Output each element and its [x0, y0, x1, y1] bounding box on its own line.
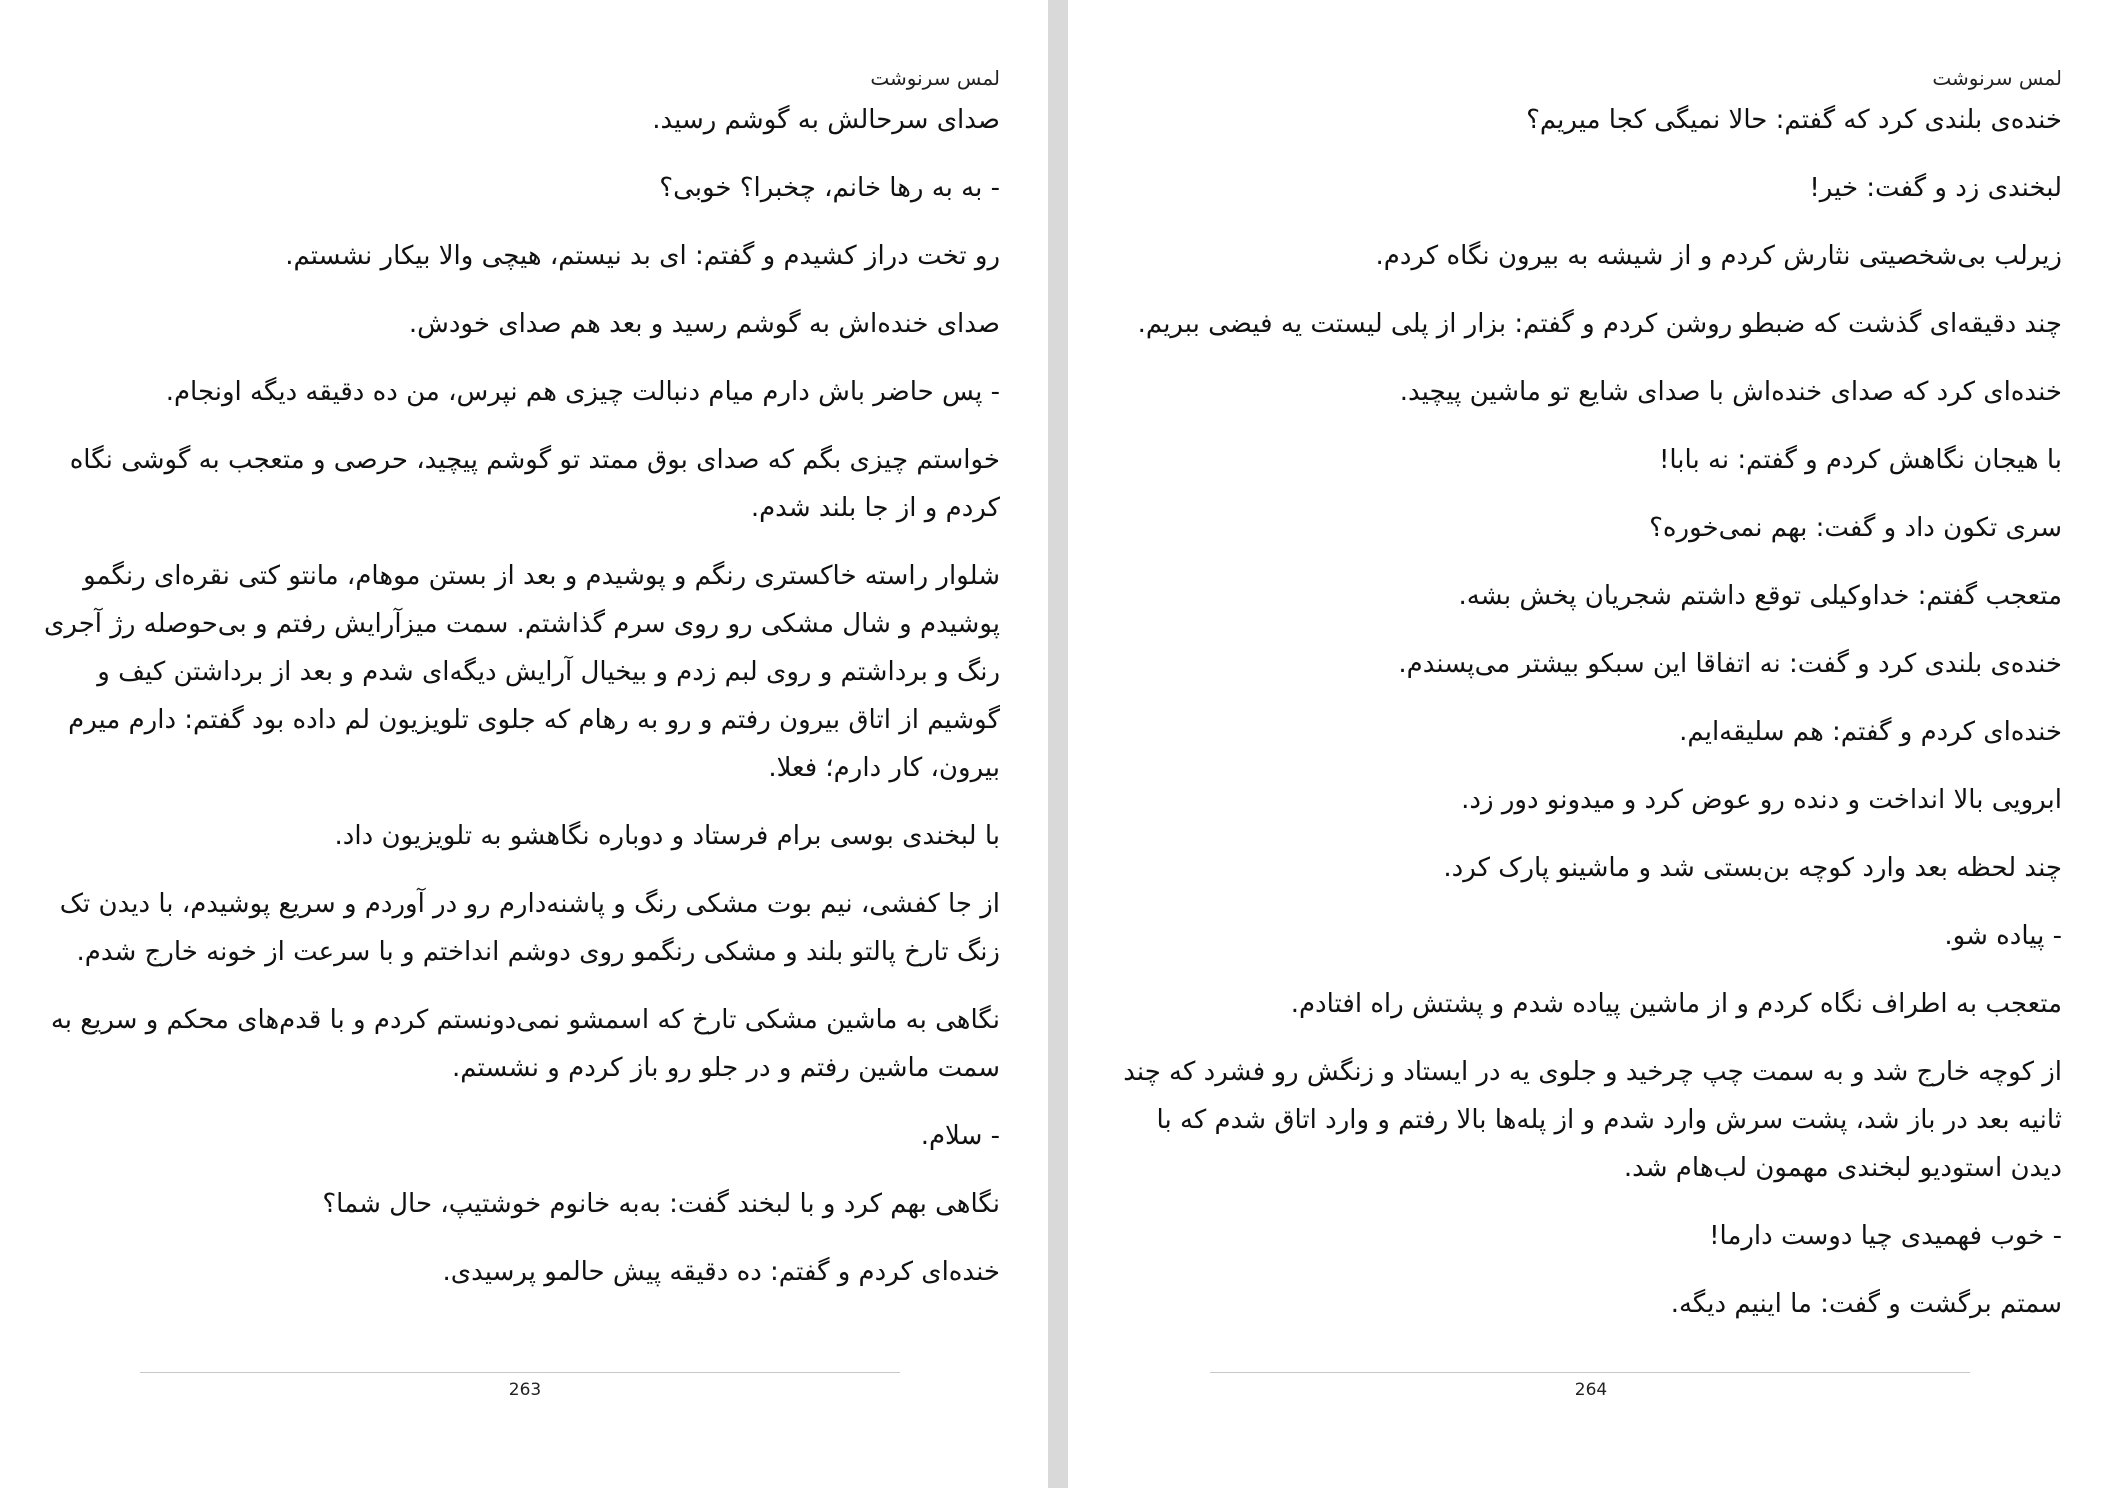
paragraph: خنده‌ای کرد که صدای خنده‌اش با صدای شایع تو ماشین پیچید. [1399, 377, 2062, 407]
page-number: 263 [508, 1380, 542, 1400]
paragraph: زیرلب بی‌شخصیتی نثارش کردم و از شیشه به بیرون نگاه کردم. [1375, 241, 2062, 271]
book-page-left [0, 0, 1048, 1488]
footer-divider [140, 1372, 900, 1373]
paragraph: خواستم چیزی بگم که صدای بوق ممتد تو گوشم پیچید، حرصی و متعجب به گوشی نگاه کردم و از جا بلند شدم. [69, 445, 1000, 523]
page-text [42, 96, 1000, 1316]
paragraph: صدای سرحالش به گوشم رسید. [652, 105, 1000, 135]
paragraph: - پیاده شو. [1944, 921, 2062, 951]
paragraph: - به به رها خانم، چخبرا؟ خوبی؟ [659, 173, 1000, 203]
paragraph: با هیجان نگاهش کردم و گفتم: نه بابا! [1658, 445, 2062, 475]
paragraph: لبخندی زد و گفت: خیر! [1809, 173, 2062, 203]
paragraph: سمتم برگشت و گفت: ما اینیم دیگه. [1670, 1289, 2062, 1319]
paragraph: چند لحظه بعد وارد کوچه بن‌بستی شد و ماشینو پارک کرد. [1443, 853, 2062, 883]
paragraph: ابرویی بالا انداخت و دنده رو عوض کرد و میدونو دور زد. [1461, 785, 2062, 815]
paragraph: از جا کفشی، نیم بوت مشکی رنگ و پاشنه‌دارم رو در آوردم و سریع پوشیدم، با دیدن تک زنگ تارخ پالتو بلند و مشکی رنگمو روی دوشم انداختم و با سرعت از خونه خارج شدم. [59, 889, 1000, 967]
running-header: لمس سرنوشت [870, 66, 1000, 90]
paragraph: خنده‌ای کردم و گفتم: ده دقیقه پیش حالمو پرسیدی. [442, 1257, 1000, 1287]
paragraph: از کوچه خارج شد و به سمت چپ چرخید و جلوی یه در ایستاد و زنگش رو فشرد که چند ثانیه بعد در باز شد، پشت سرش وارد شدم و از پله‌ها بالا رفتم و وارد اتاق شدم که با دیدن استودیو لبخندی مهمون لب‌هام شد. [1123, 1057, 2062, 1183]
paragraph: - پس حاضر باش دارم میام دنبالت چیزی هم نپرس، من ده دقیقه دیگه اونجام. [165, 377, 1000, 407]
paragraph: متعجب به اطراف نگاه کردم و از ماشین پیاده شدم و پشتش راه افتادم. [1290, 989, 2062, 1019]
paragraph: خنده‌ی بلندی کرد و گفت: نه اتفاقا این سبکو بیشتر می‌پسندم. [1398, 649, 2062, 679]
page-text [1102, 96, 2062, 1348]
paragraph: صدای خنده‌اش به گوشم رسید و بعد هم صدای خودش. [408, 309, 1000, 339]
book-page-right [1068, 0, 2116, 1488]
paragraph: نگاهی بهم کرد و با لبخند گفت: به‌به خانوم خوشتیپ، حال شما؟ [322, 1189, 1000, 1219]
paragraph: - خوب فهمیدی چیا دوست دارما! [1709, 1221, 2062, 1251]
paragraph: - سلام. [920, 1121, 1000, 1151]
page-number: 264 [1574, 1380, 1608, 1400]
paragraph: چند دقیقه‌ای گذشت که ضبطو روشن کردم و گفتم: بزار از پلی لیستت یه فیضی ببریم. [1137, 309, 2062, 339]
paragraph: سری تکون داد و گفت: بهم نمی‌خوره؟ [1649, 513, 2062, 543]
paragraph: نگاهی به ماشین مشکی تارخ که اسمشو نمی‌دونستم کردم و با قدم‌های محکم و سریع به سمت ماشین رفتم و در جلو رو باز کردم و نشستم. [50, 1005, 1000, 1083]
paragraph: شلوار راسته خاکستری رنگم و پوشیدم و بعد از بستن موهام، مانتو کتی نقره‌ای رنگمو پوشیدم و شال مشکی رو روی سرم گذاشتم. سمت میزآرایش رفتم و بی‌حوصله رژ آجری رنگ و برداشتم و روی لبم زدم و بیخیال آرایش دیگه‌ای شدم و بعد از برداشتن کیف و گوشیم از اتاق بیرون رفتم و رو به رهام که جلوی تلویزیون لم داده بود گفتم: دارم میرم بیرون، کار دارم؛ فعلا. [44, 561, 1000, 783]
paragraph: خنده‌ی بلندی کرد که گفتم: حالا نمیگی کجا میریم؟ [1526, 105, 2062, 135]
footer-divider [1210, 1372, 1970, 1373]
paragraph: خنده‌ای کردم و گفتم: هم سلیقه‌ایم. [1679, 717, 2062, 747]
running-header: لمس سرنوشت [1932, 66, 2062, 90]
paragraph: با لبخندی بوسی برام فرستاد و دوباره نگاهشو به تلویزیون داد. [334, 821, 1000, 851]
paragraph: رو تخت دراز کشیدم و گفتم: ای بد نیستم، هیچی والا بیکار نشستم. [285, 241, 1000, 271]
paragraph: متعجب گفتم: خداوکیلی توقع داشتم شجریان پخش بشه. [1458, 581, 2062, 611]
